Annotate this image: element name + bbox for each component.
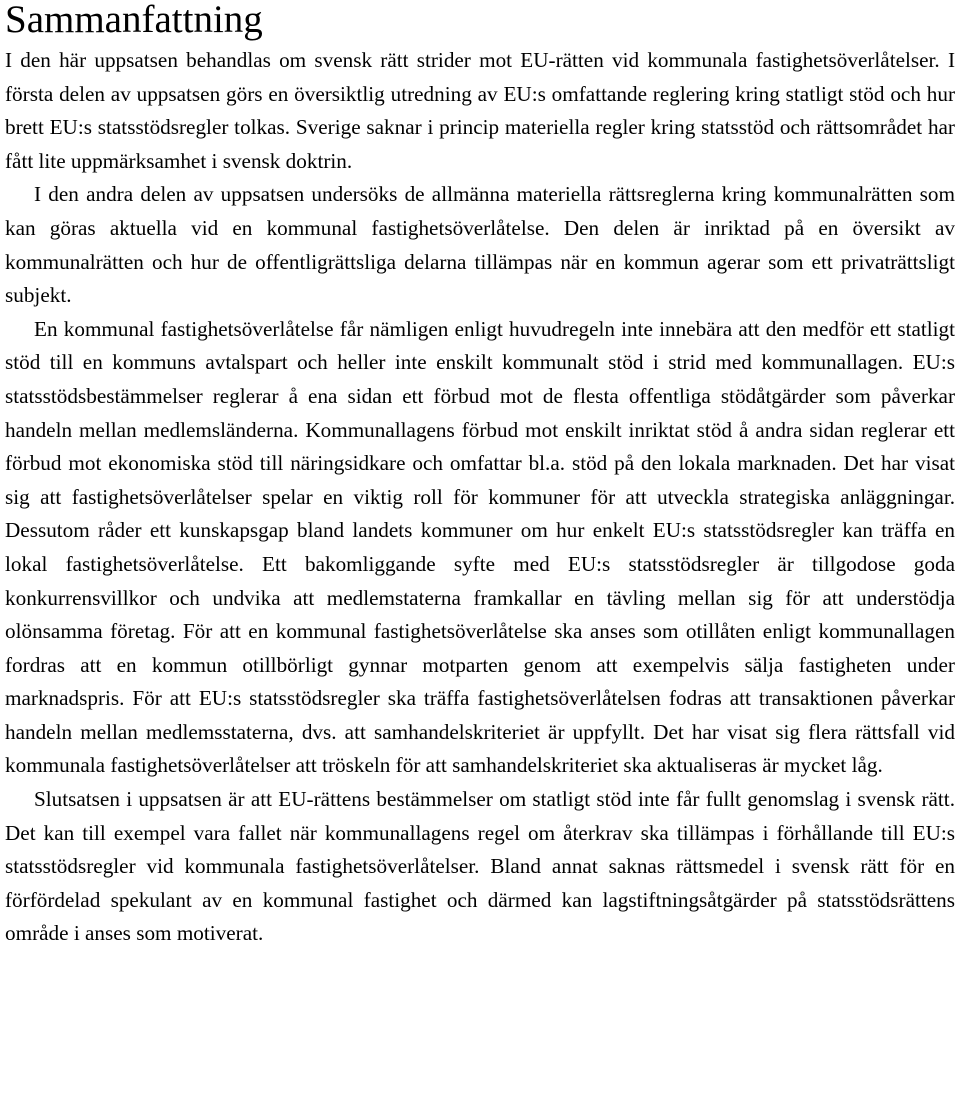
paragraph-intro: I den här uppsatsen behandlas om svensk rätt strider mot EU-rätten vid kommunala fastighetsöverlåtelser. I första delen av uppsatsen görs en översiktlig utredning av EU:s omfattande reglering kring statligt stöd och hur brett EU:s statsstödsregler tolkas. Sverige saknar i princip materiella regler kring statsstöd och rättsområdet har fått lite uppmärksamhet i svensk doktrin. [5, 48, 955, 173]
paragraph-conclusion: Slutsatsen i uppsatsen är att EU-rättens bestämmelser om statligt stöd inte får fullt genomslag i svensk rätt. Det kan till exempel vara fallet när kommunallagens regel om återkrav ska tillämpas i förhållande till EU:s statsstödsregler vid kommunala fastighetsöverlåtelser. Bland annat saknas rättsmedel i svensk rätt för en förfördelad spekulant av en kommunal fastighet och därmed kan lagstiftningsåtgärder på statsstödsrättens område i anses som motiverat. [5, 787, 955, 946]
page-title: Sammanfattning [5, 0, 263, 41]
document-page [5, 0, 955, 951]
paragraph-analysis: En kommunal fastighetsöverlåtelse får nämligen enligt huvudregeln inte innebära att den medför ett statligt stöd till en kommuns avtalspart och heller inte enskilt kommunalt stöd i strid med kommunallagen. EU:s statsstödsbestämmelser reglerar å ena sidan ett förbud mot de flesta offentliga stödåtgärder som påverkar handeln mellan medlemsländerna. Kommunallagens förbud mot enskilt inriktat stöd å andra sidan reglerar ett förbud mot ekonomiska stöd till näringsidkare och omfattar bl.a. stöd på den lokala marknaden. Det har visat sig att fastighetsöverlåtelser spelar en viktig roll för kommuner för att utveckla strategiska anläggningar. Dessutom råder ett kunskapsgap bland landets kommuner om hur enkelt EU:s statsstödsregler kan träffa en lokal fastighetsöverlåtelse. Ett bakomliggande syfte med EU:s statsstödsregler är tillgodose goda konkurrensvillkor och undvika att medlemstaterna framkallar en tävling mellan sig för att understödja olönsamma företag. För att en kommunal fastighetsöverlåtelse ska anses som otillåten enligt kommunallagen fordras att en kommun otillbörligt gynnar motparten genom att exempelvis sälja fastigheten under marknadspris. För att EU:s statsstödsregler ska träffa fastighetsöverlåtelsen fodras att transaktionen påverkar handeln mellan medlemsstaterna, dvs. att samhandelskriteriet är uppfyllt. Det har visat sig flera rättsfall vid kommunala fastighetsöverlåtelser att tröskeln för att samhandelskriteriet ska aktualiseras är mycket låg. [5, 316, 955, 778]
paragraph-part-two: I den andra delen av uppsatsen undersöks de allmänna materiella rättsreglerna kring kommunalrätten som kan göras aktuella vid en kommunal fastighetsöverlåtelse. Den delen är inriktad på en översikt av kommunalrätten och hur de offentligrättsliga delarna tillämpas när en kommun agerar som ett privaträttsligt subjekt. [5, 182, 955, 308]
